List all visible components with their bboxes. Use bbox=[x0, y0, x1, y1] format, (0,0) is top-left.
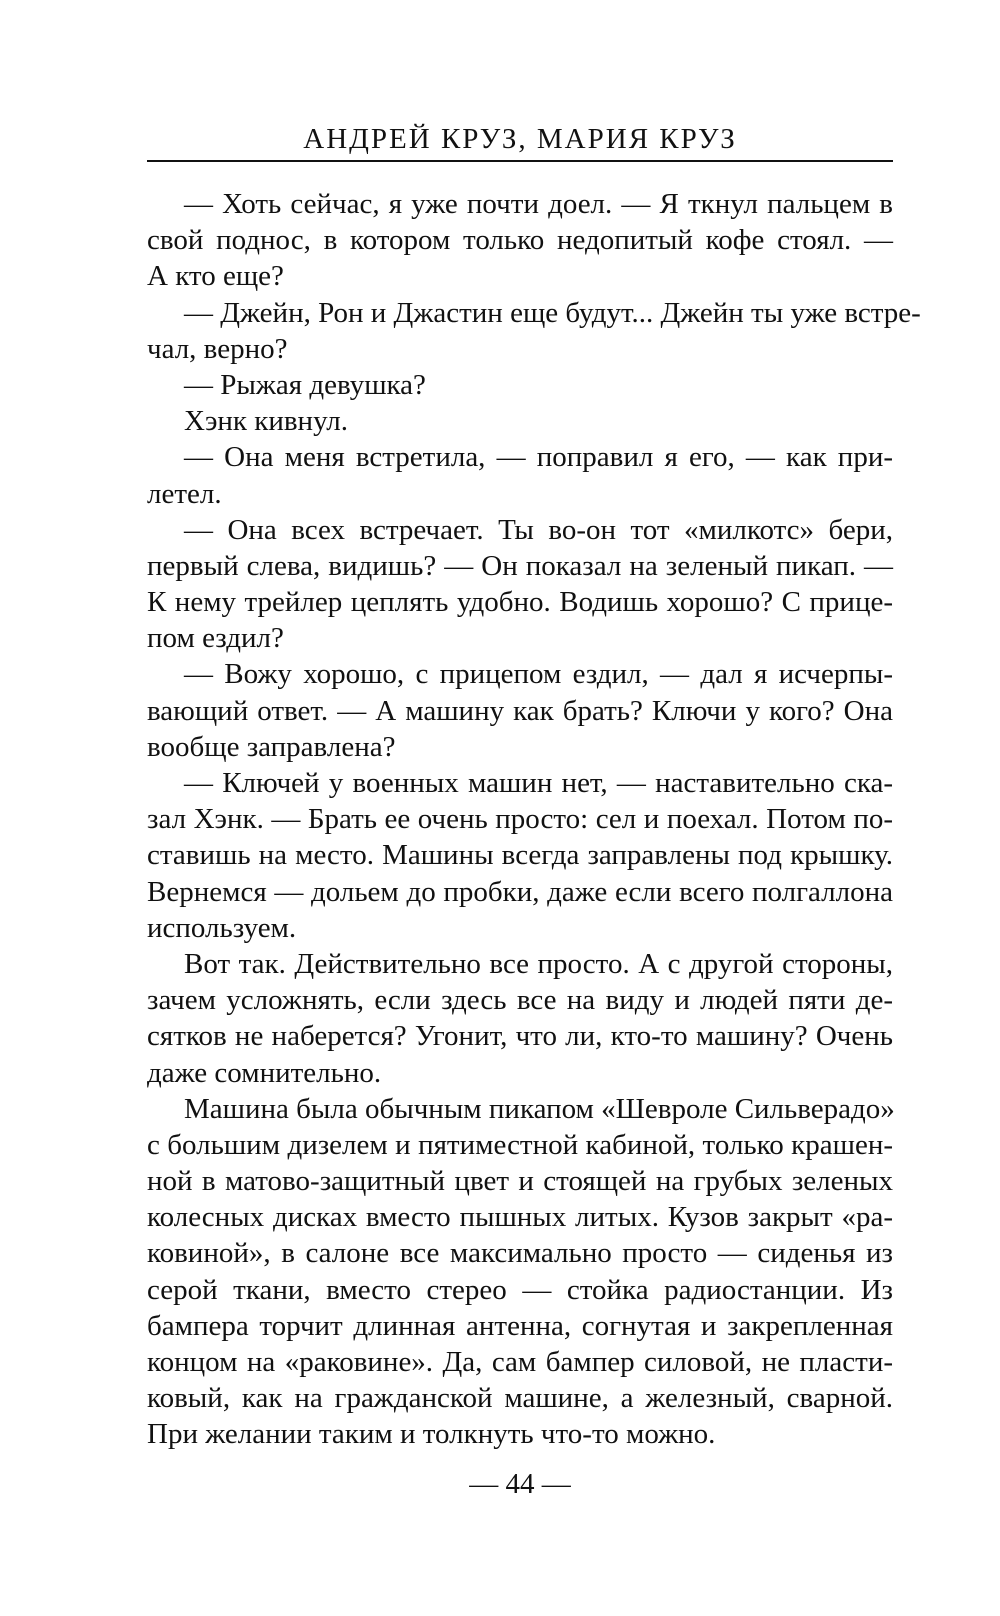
text-line: серой ткани, вместо стерео — стойка радиостанции. Из bbox=[147, 1273, 893, 1306]
text-line: — Вожу хорошо, с прицепом ездил, — дал я исчерпы- bbox=[184, 658, 893, 691]
text-line: чал, верно? bbox=[147, 332, 288, 365]
text-line: сятков не наберется? Угонит, что ли, кто-то машину? Очень bbox=[147, 1020, 893, 1053]
text-line: колесных дисках вместо пышных литых. Кузов закрыт «ра- bbox=[147, 1201, 893, 1234]
text-line: — Джейн, Рон и Джастин еще будут... Джейн ты уже встре- bbox=[184, 296, 921, 329]
text-line: зал Хэнк. — Брать ее очень просто: сел и поехал. Потом по- bbox=[147, 803, 893, 836]
text-line: ной в матово-защитный цвет и стоящей на грубых зеленых bbox=[147, 1165, 893, 1198]
text-line: При желании таким и толкнуть что-то можно. bbox=[147, 1418, 716, 1451]
running-head: АНДРЕЙ КРУЗ, МАРИЯ КРУЗ bbox=[303, 123, 737, 155]
text-line: Вернемся — дольем до пробки, даже если всего полгаллона bbox=[147, 875, 893, 908]
text-line: Машина была обычным пикапом «Шевроле Сильверадо» bbox=[184, 1092, 895, 1125]
text-line: Вот так. Действительно все просто. А с другой стороны, bbox=[184, 947, 893, 980]
text-line: — Рыжая девушка? bbox=[184, 368, 426, 401]
page-number: — 44 — bbox=[469, 1468, 571, 1500]
text-line: бампера торчит длинная антенна, согнутая и закрепленная bbox=[147, 1309, 893, 1342]
text-line: зачем усложнять, если здесь все на виду и людей пяти де- bbox=[147, 984, 893, 1017]
text-line: концом на «раковине». Да, сам бампер силовой, не пласти- bbox=[147, 1346, 893, 1378]
text-line: К нему трейлер цеплять удобно. Водишь хорошо? С прице- bbox=[147, 586, 893, 619]
text-line: А кто еще? bbox=[147, 260, 284, 293]
text-line: с большим дизелем и пятиместной кабиной, только крашен- bbox=[147, 1128, 893, 1161]
text-line: вообще заправлена? bbox=[147, 730, 396, 763]
text-line: ставишь на место. Машины всегда заправлены под крышку. bbox=[147, 839, 893, 872]
text-line: летел. bbox=[147, 477, 222, 510]
text-line: — Хоть сейчас, я уже почти доел. — Я ткнул пальцем в bbox=[184, 188, 893, 220]
text-line: вающий ответ. — А машину как брать? Ключи у кого? Она bbox=[147, 694, 893, 727]
header-rule bbox=[147, 160, 893, 162]
text-line: первый слева, видишь? — Он показал на зеленый пикап. — bbox=[147, 549, 893, 582]
text-line: — Она меня встретила, — поправил я его, — как при- bbox=[184, 441, 893, 474]
text-line: — Ключей у военных машин нет, — наставительно ска- bbox=[184, 767, 893, 799]
text-line: ковый, как на гражданской машине, а железный, сварной. bbox=[147, 1382, 893, 1415]
text-line: пом ездил? bbox=[147, 622, 284, 655]
text-line: ковиной», в салоне все максимально просто — сиденья из bbox=[147, 1237, 893, 1270]
text-line: Хэнк кивнул. bbox=[184, 405, 349, 438]
text-line: даже сомнительно. bbox=[147, 1056, 382, 1089]
body-text bbox=[147, 186, 921, 1453]
text-line: — Она всех встречает. Ты во-он тот «милкотс» бери, bbox=[184, 513, 893, 546]
text-line: используем. bbox=[147, 911, 297, 944]
text-line: свой поднос, в котором только недопитый кофе стоял. — bbox=[147, 224, 893, 257]
